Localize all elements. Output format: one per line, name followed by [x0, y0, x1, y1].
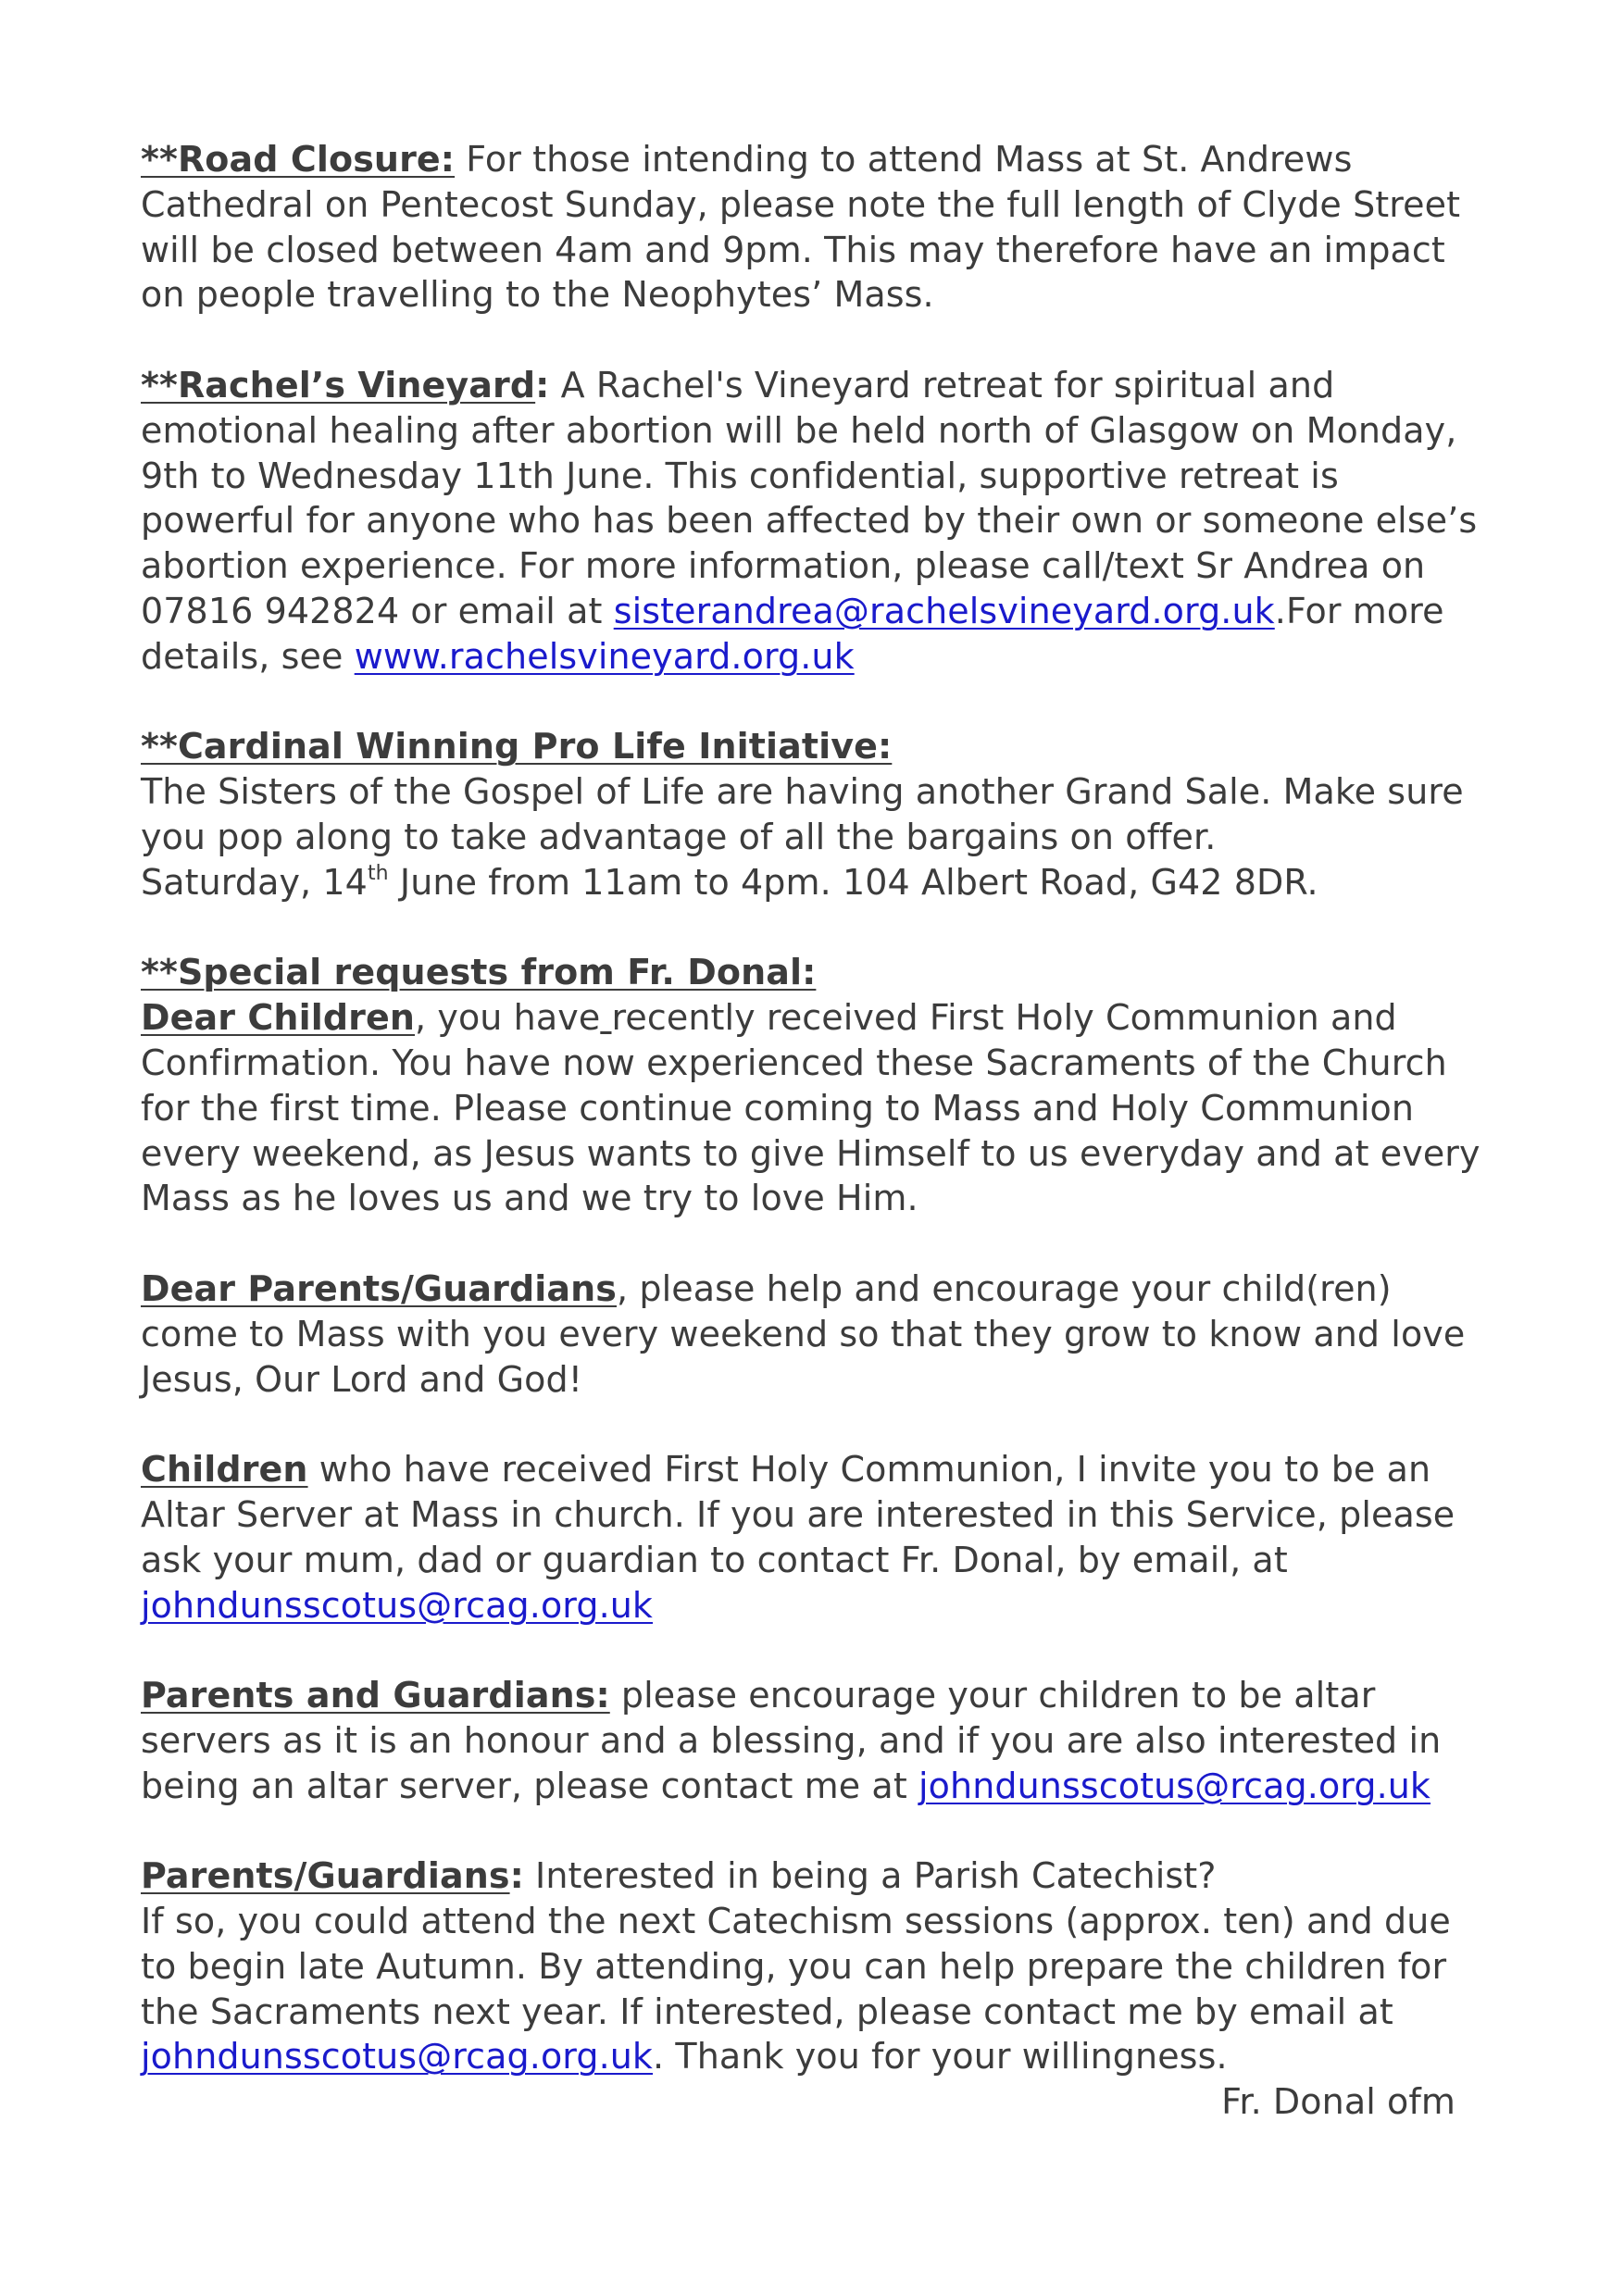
road-closure-notice — [141, 137, 1493, 318]
dear-children-text-b — [600, 997, 611, 1038]
dear-children-paragraph — [141, 995, 1493, 1221]
catechist-colon: : — [509, 1855, 524, 1897]
cardinal-winning-heading: **Cardinal Winning Pro Life Initiative: — [141, 726, 893, 767]
rachels-vineyard-email-link[interactable]: sisterandrea@rachelsvineyard.org.uk — [613, 590, 1275, 631]
road-closure-heading: **Road Closure: — [141, 139, 456, 180]
special-requests-heading-line — [141, 950, 1493, 995]
parents-guardians-label: Dear Parents/Guardians — [141, 1267, 617, 1309]
cardinal-winning-date-line — [141, 860, 1493, 905]
cardinal-winning-date-sup: th — [367, 862, 389, 886]
catechist-email-link[interactable]: johndunsscotus@rcag.org.uk — [141, 2036, 654, 2078]
altar-children-email-link[interactable]: johndunsscotus@rcag.org.uk — [141, 1584, 654, 1626]
altar-children-notice — [141, 1447, 1493, 1628]
cardinal-winning-text: The Sisters of the Gospel of Life are having another Grand Sale. Make sure you pop along to take advantage of all the bargains on offer. — [141, 771, 1464, 857]
cardinal-winning-notice — [141, 724, 1493, 905]
rachels-vineyard-text: A Rachel's Vineyard retreat for spiritual and emotional healing after abortion will be held north of Glasgow on Monday, 9th to Wednesday 11th June. This confidential, supportive retreat is powerful for anyone who has been affected by their own or someone else’s abortion experience. For more information, please call/text Sr Andrea on 07816 942824 or email at — [141, 364, 1478, 631]
rachels-vineyard-heading: **Rachel’s Vineyard — [141, 364, 536, 406]
parents-guardians-paragraph — [141, 1267, 1493, 1402]
catechist-after-email: . Thank you for your willingness. — [653, 2036, 1228, 2078]
cardinal-winning-date-pre: Saturday, 14 — [141, 861, 368, 903]
altar-children-text: who have received First Holy Communion, I invite you to be an Altar Server at Mass in church. If you are interested in this Service, please ask your mum, dad or guardian to contact Fr. Donal, by email, at — [141, 1449, 1455, 1580]
dear-children-text-c: recently received First Holy Communion and Confirmation. You have now experienced these Sacraments of the Church for the first time. Please continue coming to Mass and Holy Communion every weekend, as Jesus wants to give Himself to us everyday and at every Mass as he loves us and we try to love Him. — [141, 997, 1480, 1219]
catechist-text: If so, you could attend the next Catechism sessions (approx. ten) and due to begin late Autumn. By attending, you can help prepare the children for the Sacraments next year. If interested, please contact me by email at — [141, 1901, 1451, 2032]
altar-children-label: Children — [141, 1449, 308, 1491]
altar-parents-paragraph — [141, 1673, 1493, 1808]
cardinal-winning-date-post: June from 11am to 4pm. 104 Albert Road, G42 8DR. — [388, 861, 1318, 903]
catechist-question-line — [141, 1853, 1493, 1899]
bulletin-page — [141, 137, 1493, 2125]
altar-children-paragraph — [141, 1447, 1493, 1628]
special-requests-notice — [141, 950, 1493, 1221]
parents-guardians-text: , please help and encourage your child(ren) come to Mass with you every weekend so that they grow to know and love Jesus, Our Lord and God! — [141, 1267, 1466, 1400]
rachels-vineyard-paragraph — [141, 363, 1493, 680]
road-closure-paragraph — [141, 137, 1493, 318]
rachels-vineyard-notice — [141, 363, 1493, 680]
altar-parents-notice — [141, 1673, 1493, 1808]
altar-parents-email-link[interactable]: johndunsscotus@rcag.org.uk — [918, 1765, 1431, 1806]
road-closure-text: For those intending to attend Mass at St. Andrews Cathedral on Pentecost Sunday, please note the full length of Clyde Street will be closed between 4am and 9pm. This may therefore have an impact on people travelling to the Neophytes’ Mass. — [141, 139, 1461, 316]
rachels-vineyard-after-email: .For more details, see — [141, 590, 1444, 677]
rachels-vineyard-website-link[interactable]: www.rachelsvineyard.org.uk — [354, 635, 855, 677]
catechist-question: Interested in being a Parish Catechist? — [523, 1855, 1217, 1897]
signature: Fr. Donal ofm — [1221, 2081, 1455, 2123]
parents-guardians-notice — [141, 1267, 1493, 1402]
dear-children-text-a: , you have — [415, 997, 601, 1039]
altar-parents-label: Parents and Guardians: — [141, 1675, 610, 1716]
dear-children-label: Dear Children — [141, 997, 415, 1039]
catechist-paragraph — [141, 1899, 1493, 2079]
special-requests-heading: **Special requests from Fr. Donal: — [141, 952, 817, 993]
catechist-notice — [141, 1853, 1493, 2125]
altar-parents-text: please encourage your children to be altar servers as it is an honour and a blessing, and if you are also interested in being an altar server, please contact me at — [141, 1675, 1442, 1806]
catechist-label: Parents/Guardians — [141, 1855, 510, 1897]
rachels-vineyard-colon: : — [535, 364, 550, 406]
cardinal-winning-heading-line — [141, 724, 1493, 769]
